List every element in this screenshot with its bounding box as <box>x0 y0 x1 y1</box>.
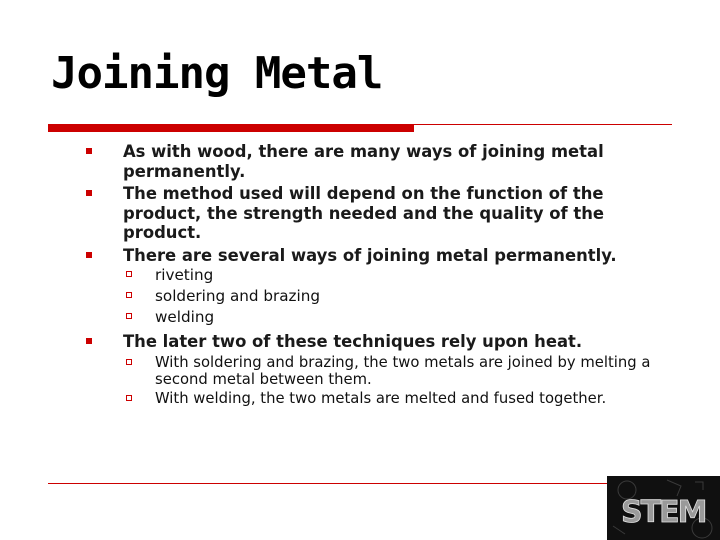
sub-bullet-text: With soldering and brazing, the two metals are joined by melting a second metal between them. <box>155 353 651 388</box>
square-bullet-icon <box>86 190 92 196</box>
bullet-item <box>86 184 686 243</box>
stem-logo <box>607 476 720 540</box>
bullet-text: As with wood, there are many ways of joining metal permanently. <box>123 142 604 181</box>
square-bullet-icon <box>86 252 92 258</box>
square-bullet-icon <box>86 338 92 344</box>
sub-bullet-text: riveting <box>155 266 214 284</box>
bullet-item <box>86 332 686 352</box>
bullet-item <box>86 246 686 266</box>
sub-bullet-text: welding <box>155 308 215 326</box>
hollow-square-bullet-icon <box>126 359 132 365</box>
hollow-square-bullet-icon <box>126 271 132 277</box>
hollow-square-bullet-icon <box>126 395 132 401</box>
stem-logo-graphic <box>607 476 720 540</box>
sub-bullet-item <box>86 286 686 307</box>
logo-text: STEM <box>621 495 706 530</box>
hollow-square-bullet-icon <box>126 292 132 298</box>
sub-bullet-item <box>86 307 686 328</box>
footer-rule <box>48 483 672 484</box>
bullet-text: There are several ways of joining metal permanently. <box>123 245 617 265</box>
sub-bullet-item <box>86 354 686 388</box>
sub-bullet-text: With welding, the two metals are melted and fused together. <box>155 389 607 407</box>
hollow-square-bullet-icon <box>126 313 132 319</box>
sub-bullet-item <box>86 265 686 286</box>
sub-bullet-text: soldering and brazing <box>155 287 321 305</box>
sub-bullet-item <box>86 390 686 407</box>
bullet-list <box>86 142 686 407</box>
slide-title: Joining Metal <box>51 48 383 99</box>
title-underline-rule <box>414 124 672 125</box>
square-bullet-icon <box>86 148 92 154</box>
title-underline-accent <box>48 124 414 132</box>
bullet-text: The later two of these techniques rely upon heat. <box>123 332 583 351</box>
bullet-text: The method used will depend on the function of the product, the strength needed and the quality of the product. <box>123 184 605 242</box>
bullet-item <box>86 142 686 181</box>
